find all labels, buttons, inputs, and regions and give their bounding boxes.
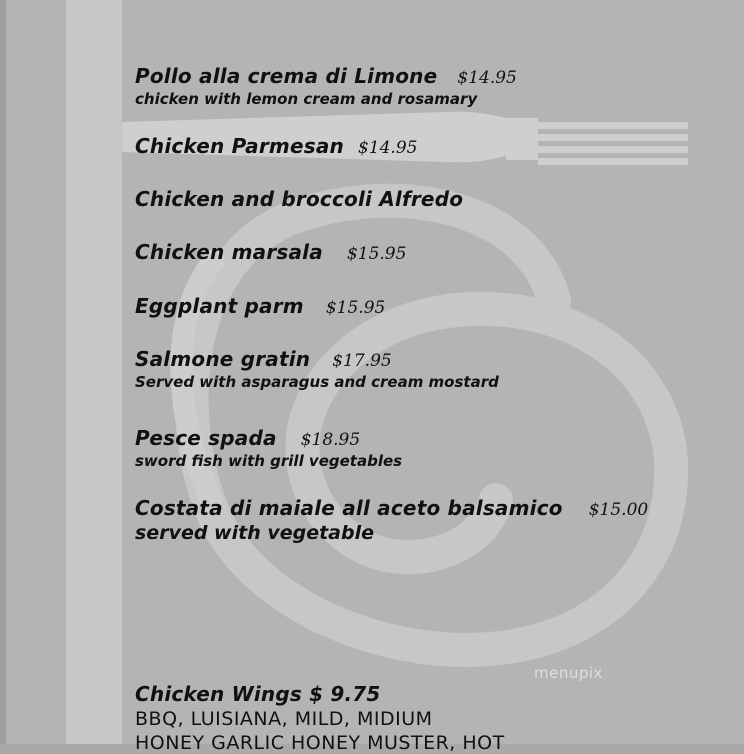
- wing-flavor-options: HONEY GARLIC HONEY MUSTER, HOT: [135, 732, 505, 754]
- menu-item: [135, 496, 648, 544]
- menu-item: [135, 682, 505, 754]
- menu-item: [135, 240, 406, 264]
- wing-flavor-options: BBQ, LUISIANA, MILD, MIDIUM: [135, 708, 433, 730]
- dish-name: Chicken Parmesan: [135, 134, 344, 158]
- dish-name: Pesce spada: [135, 426, 277, 450]
- dish-description: chicken with lemon cream and rosamary: [135, 90, 478, 108]
- dish-price: $18.95: [300, 430, 361, 450]
- menu-item: [135, 64, 517, 108]
- dish-price: $14.95: [457, 68, 517, 88]
- dish-price: $15.95: [346, 244, 407, 264]
- menu-item: [135, 134, 417, 158]
- dish-name: Chicken and broccoli Alfredo: [135, 187, 464, 211]
- dish-name: Costata di maiale all aceto balsamico: [135, 496, 563, 520]
- watermark: menupix: [534, 664, 603, 682]
- dish-name: Chicken marsala: [135, 240, 323, 264]
- menu-item: [135, 347, 499, 391]
- dish-name: Eggplant parm: [135, 294, 304, 318]
- dish-description: sword fish with grill vegetables: [135, 452, 403, 470]
- dish-description: Served with asparagus and cream mostard: [135, 373, 499, 391]
- dish-price: $15.00: [588, 500, 649, 520]
- dish-name: Chicken Wings $ 9.75: [135, 682, 381, 706]
- menu-item: [135, 426, 402, 470]
- menu-item: [135, 187, 463, 211]
- dish-name: Salmone gratin: [135, 347, 311, 371]
- dish-price: $17.95: [332, 351, 392, 371]
- dish-name: Pollo alla crema di Limone: [135, 64, 438, 88]
- dish-price: $15.95: [325, 298, 386, 318]
- dish-price: $14.95: [357, 138, 418, 158]
- menu-item: [135, 294, 385, 318]
- dish-description: served with vegetable: [135, 522, 375, 544]
